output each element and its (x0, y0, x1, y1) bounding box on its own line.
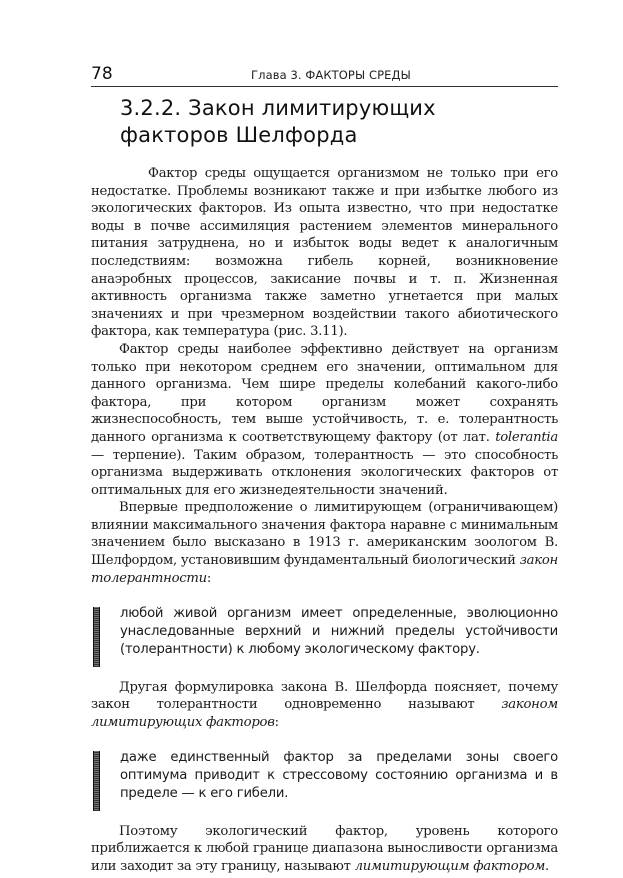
paragraph-1: Фактор среды ощущается организмом не только при его недостатке. Проблемы возникают также и при избытке любого из экологических факторов. Из опыта известно, что при недостатке воды в почве ассимиляция растением элементов минерального питания затруднена, но и избыток воды ведет к аналогичным последствиям: возможна гибель корней, возникновение анаэробных процессов, закисание почвы и т. п. Жизненная активность организма также заметно угнетается при малых значениях и при чрезмерном воздействии такого абиотического фактора, как температура (рис. 3.11). (91, 166, 558, 340)
law-quote-1 (91, 605, 558, 658)
body-text (91, 165, 558, 587)
book-page (91, 62, 558, 876)
law-quote-1-text: любой живой организм имеет определенные, эволюционно унаследованные верхний и нижний пределы устойчивости (толерантности) к любому экологическому фактору. (120, 606, 558, 657)
paragraph-2-text-b: — терпение). Таким образом, толерантность — это способность организма выдерживать отклонения экологических факторов от оптимальных для его жизнедеятельности значений. (91, 447, 558, 498)
quote-bar-icon (93, 751, 100, 810)
term-tolerance-law: закон толерантности (91, 553, 558, 586)
law-quote-2-text: даже единственный фактор за пределами зоны своего оптимума приводит к стрессовому состоянию организма и в пределе — к его гибели. (120, 750, 558, 802)
body-text-2 (91, 679, 558, 732)
paragraph-3 (91, 499, 558, 587)
section-title-line-2: факторов Шелфорда (120, 123, 358, 147)
chapter-title: Глава 3. ФАКТОРЫ СРЕДЫ (251, 68, 411, 82)
page-number: 78 (91, 64, 113, 84)
term-tolerantia: tolerantia (495, 429, 558, 445)
paragraph-4-text-b: : (274, 714, 279, 730)
law-quote-2 (91, 749, 558, 802)
running-head (91, 62, 558, 87)
term-limiting-factor: лимитирующим фактором (354, 859, 546, 874)
term-limiting-factors-law: законом лимитирующих факторов (91, 697, 558, 730)
paragraph-5-text-b: . (545, 859, 549, 874)
section-title-line-1: 3.2.2. Закон лимитирующих (120, 96, 436, 120)
paragraph-4-text-a: Другая формулировка закона В. Шелфорда поясняет, почему закон толерантности одновременно называют (91, 679, 558, 713)
body-text-3 (91, 823, 558, 876)
paragraph-5 (91, 823, 558, 876)
quote-bar-icon (93, 607, 100, 666)
section-title (120, 95, 558, 149)
paragraph-2-text-a: Фактор среды наиболее эффективно действует на организм только при некотором среднем его значении, оптимальном для данного организма. Чем шире пределы колебаний какого-либо фактора, при котором организм может сохранять жизнеспособность, тем выше устойчивость, т. е. толерантность данного организма к соответствующему фактору (от лат. (91, 341, 558, 445)
paragraph-5-text-a: Поэтому экологический фактор, уровень которого приближается к любой границе диапазона выносливости организма или заходит за эту границу, называют (91, 823, 558, 874)
paragraph-3-text-a: Впервые предположение о лимитирующем (ограничивающем) влиянии максимального значения фактора наравне с минимальным значением было высказано в 1913 г. американским зоологом В. Шелфордом, установившим фундаментальный биологический (91, 500, 558, 569)
paragraph-4 (91, 679, 558, 732)
paragraph-3-text-b: : (206, 570, 212, 586)
paragraph-2 (91, 341, 558, 499)
